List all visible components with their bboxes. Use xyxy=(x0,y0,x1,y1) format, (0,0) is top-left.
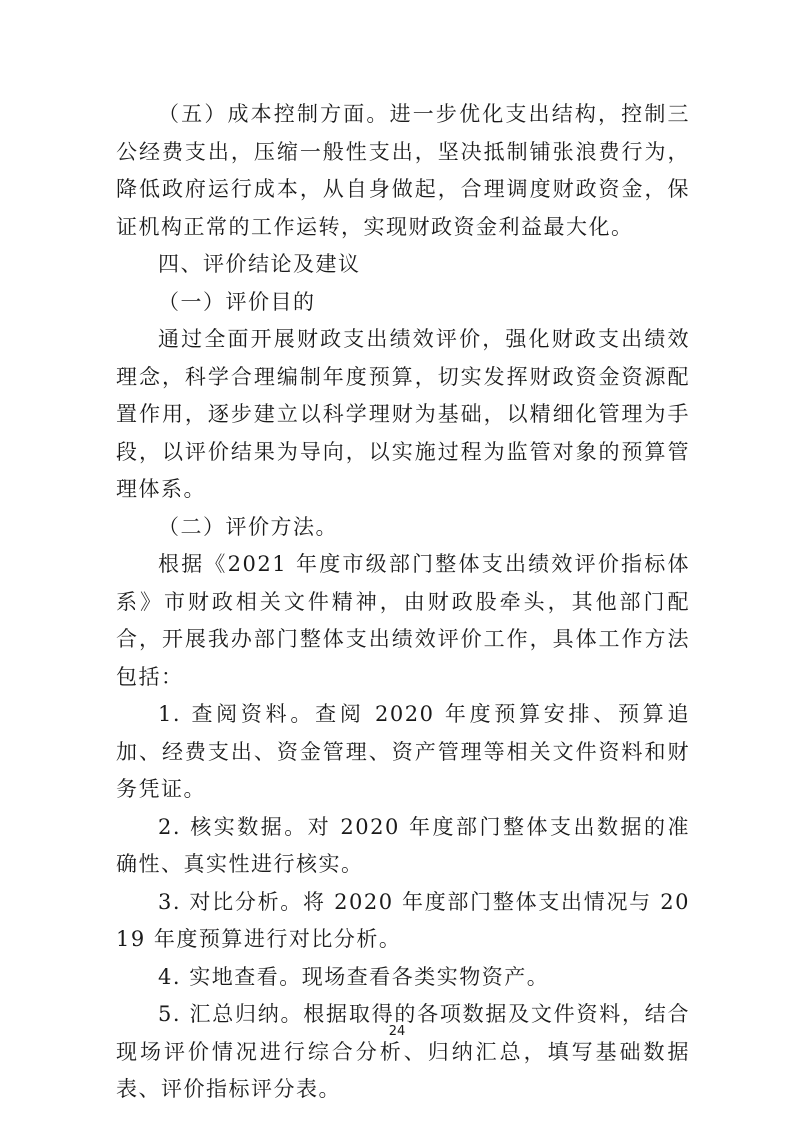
subheading-method: （二）评价方法。 xyxy=(158,514,338,539)
paragraph-method-intro: 根据《2021 年度市级部门整体支出绩效评价指标体系》市财政相关文件精神，由财政股牵头，其他部门配合，开展我办部门整体支出绩效评价工作，具体工作方法包括： xyxy=(116,552,690,689)
paragraph-method-5: 5. 汇总归纳。根据取得的各项数据及文件资料，结合现场评价情况进行综合分析、归纳汇总，填写基础数据表、评价指标评分表。 xyxy=(116,1002,690,1101)
document-body xyxy=(116,96,690,1109)
paragraph-method-1: 1. 查阅资料。查阅 2020 年度预算安排、预算追加、经费支出、资金管理、资产管理等相关文件资料和财务凭证。 xyxy=(116,702,690,801)
subheading-purpose: （一）评价目的 xyxy=(158,289,316,314)
page-number: 24 xyxy=(388,1024,406,1039)
paragraph-method-4: 4. 实地查看。现场查看各类实物资产。 xyxy=(158,964,550,989)
paragraph-cost-control: （五）成本控制方面。进一步优化支出结构，控制三公经费支出，压缩一般性支出，坚决抵制铺张浪费行为，降低政府运行成本，从自身做起，合理调度财政资金，保证机构正常的工作运转，实现财政资金利益最大化。 xyxy=(116,102,690,239)
paragraph-method-2: 2. 核实数据。对 2020 年度部门整体支出数据的准确性、真实性进行核实。 xyxy=(116,814,690,876)
paragraph-method-3: 3. 对比分析。将 2020 年度部门整体支出情况与 2019 年度预算进行对比分析。 xyxy=(116,889,690,951)
paragraph-purpose: 通过全面开展财政支出绩效评价，强化财政支出绩效理念，科学合理编制年度预算，切实发挥财政资金资源配置作用，逐步建立以科学理财为基础，以精细化管理为手段，以评价结果为导向，以实施过程为监管对象的预算管理体系。 xyxy=(116,327,690,501)
section-heading-conclusion: 四、评价结论及建议 xyxy=(158,252,361,276)
